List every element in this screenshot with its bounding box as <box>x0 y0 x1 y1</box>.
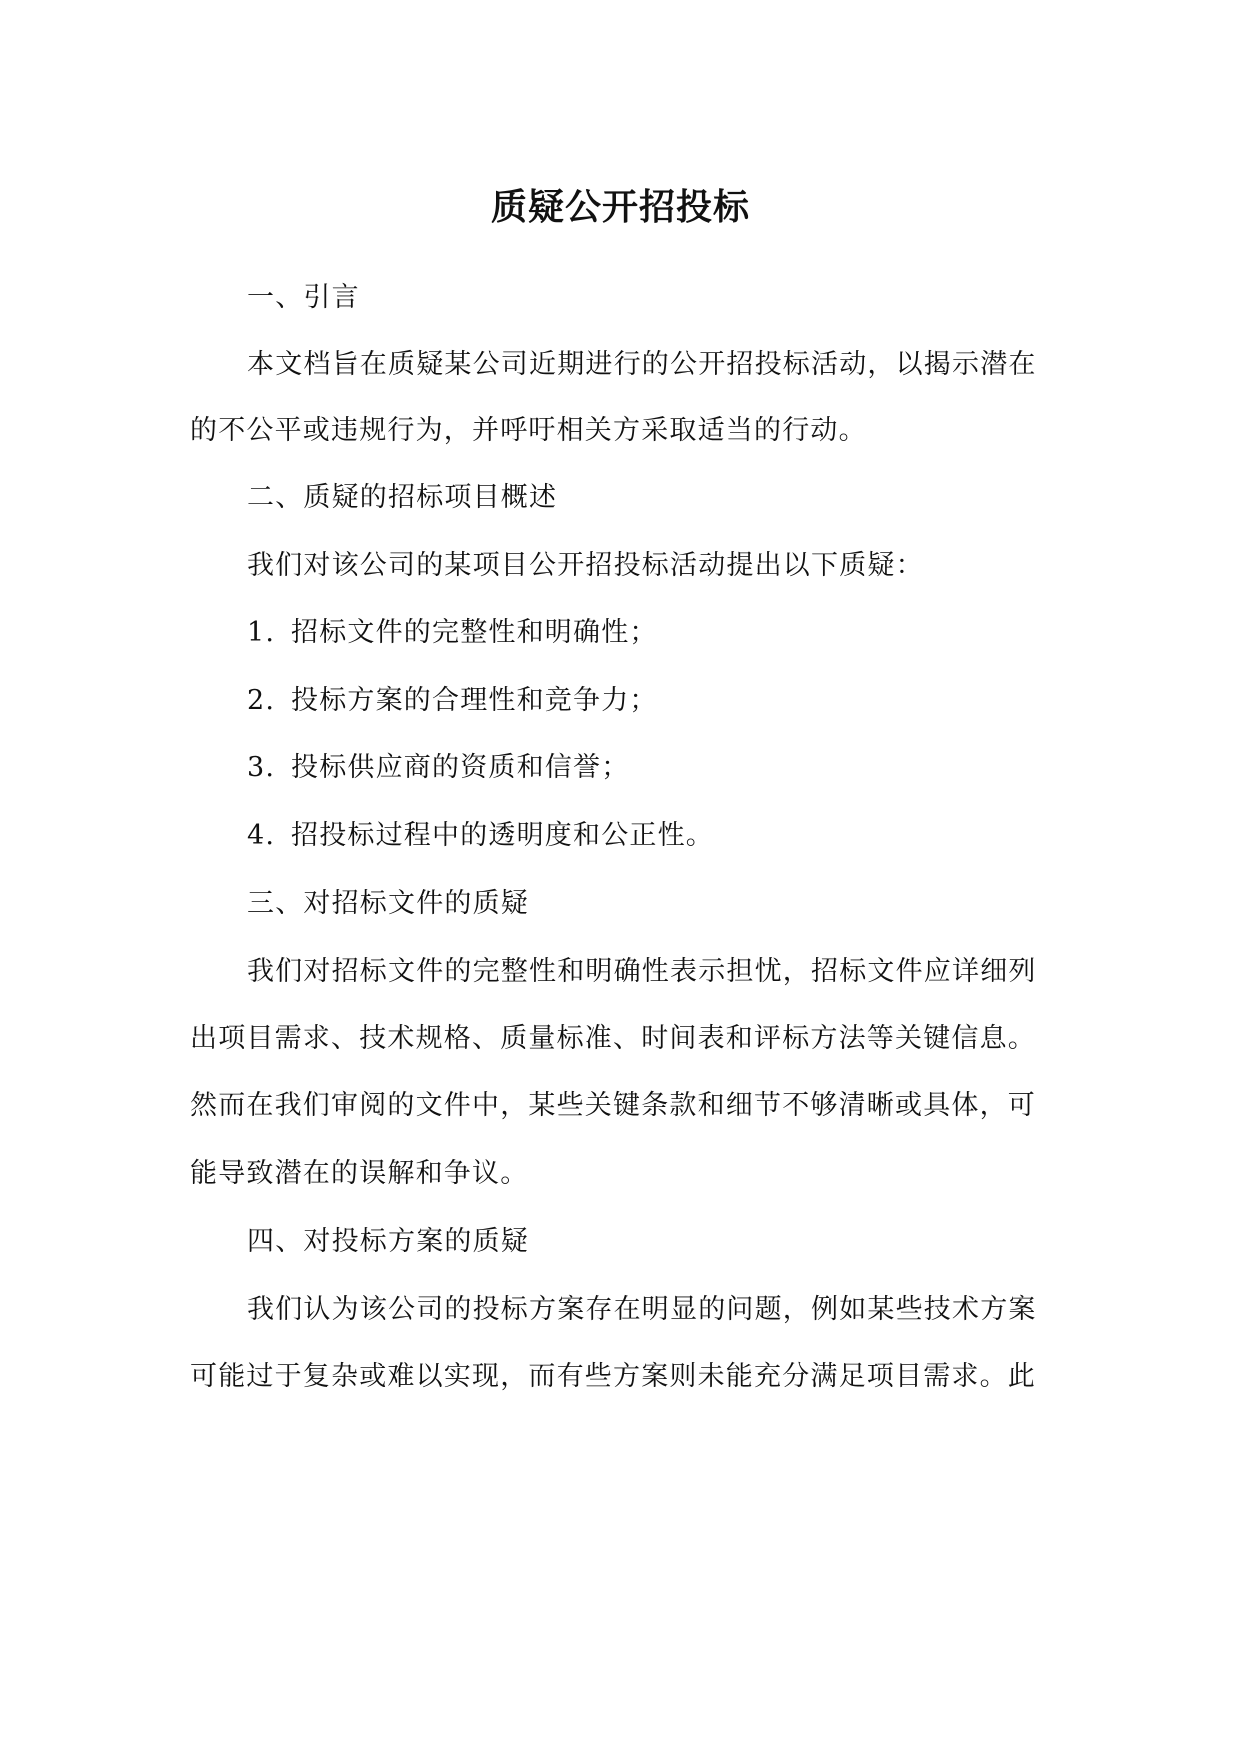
section3-paragraph-line-1: 我们对招标文件的完整性和明确性表示担忧，招标文件应详细列 <box>247 956 1037 987</box>
list-item-number: 2. <box>247 685 276 716</box>
list-item-text: 投标供应商的资质和信誉； <box>291 752 630 783</box>
list-item <box>247 613 658 653</box>
section2-intro: 我们对该公司的某项目公开招投标活动提出以下质疑： <box>247 550 924 581</box>
section3-paragraph-line-4: 能导致潜在的误解和争议。 <box>190 1158 529 1189</box>
section3-paragraph-line-2: 出项目需求、技术规格、质量标准、时间表和评标方法等关键信息。 <box>190 1023 1036 1054</box>
section4-heading: 四、对投标方案的质疑 <box>247 1226 529 1257</box>
list-item-number: 4. <box>247 820 276 851</box>
list-item-number: 1. <box>247 617 276 648</box>
section1-paragraph-line-2: 的不公平或违规行为，并呼吁相关方采取适当的行动。 <box>190 415 867 446</box>
list-item <box>247 681 658 721</box>
section3-paragraph-line-3: 然而在我们审阅的文件中，某些关键条款和细节不够清晰或具体，可 <box>190 1090 1036 1121</box>
list-item-text: 投标方案的合理性和竞争力； <box>291 685 658 716</box>
list-item-text: 招投标过程中的透明度和公正性。 <box>291 820 714 851</box>
section1-paragraph-line-1: 本文档旨在质疑某公司近期进行的公开招投标活动，以揭示潜在 <box>247 349 1037 380</box>
section3-heading: 三、对招标文件的质疑 <box>247 888 529 919</box>
list-item-text: 招标文件的完整性和明确性； <box>291 617 658 648</box>
list-item <box>247 816 714 856</box>
list-item <box>247 748 629 788</box>
section4-paragraph-line-2: 可能过于复杂或难以实现，而有些方案则未能充分满足项目需求。此 <box>190 1361 1036 1392</box>
section1-heading: 一、引言 <box>247 282 360 313</box>
list-item-number: 3. <box>247 752 276 783</box>
document-title: 质疑公开招投标 <box>490 186 750 228</box>
section2-heading: 二、质疑的招标项目概述 <box>247 482 558 513</box>
section4-paragraph-line-1: 我们认为该公司的投标方案存在明显的问题，例如某些技术方案 <box>247 1294 1037 1325</box>
